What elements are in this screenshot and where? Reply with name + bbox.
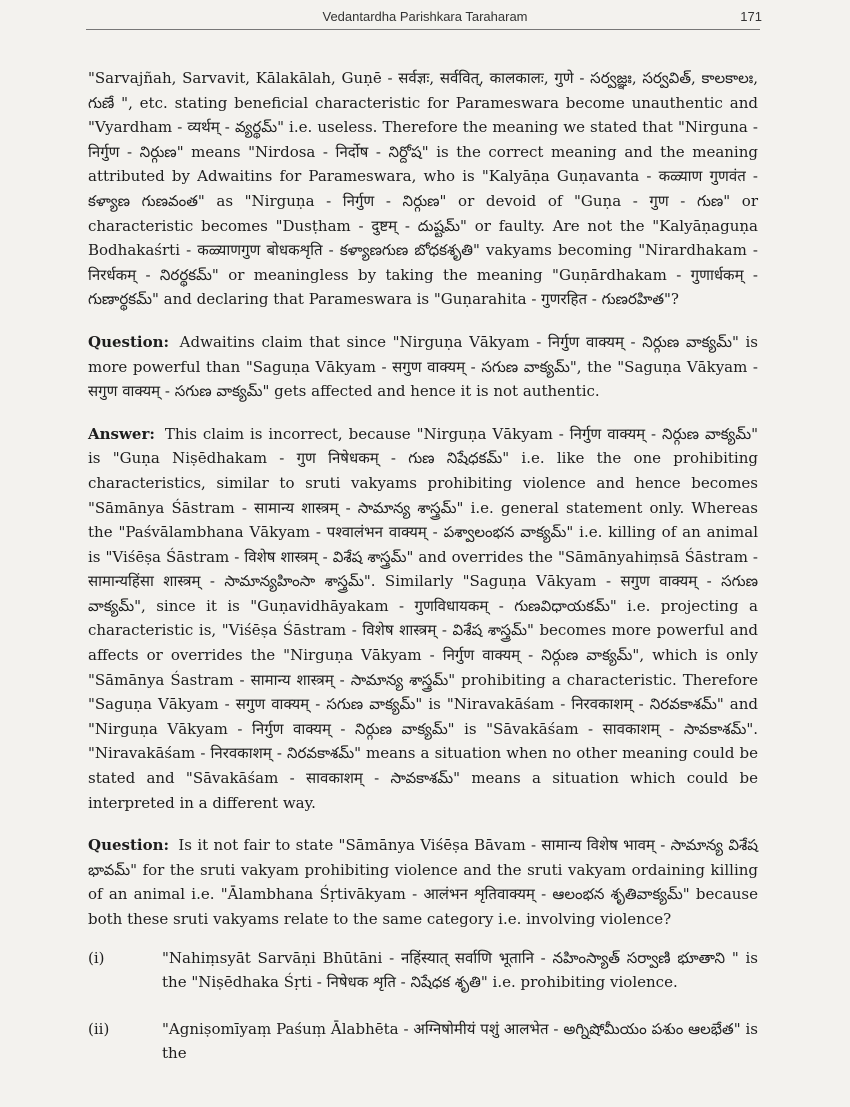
running-title: Vedantardha Parishkara Taraharam: [322, 9, 528, 24]
question-label: Question:: [88, 836, 170, 855]
list-item-number: (i): [88, 948, 105, 967]
list-item-text: "Agniṣomīyaṃ Paśuṃ Ālabhēta - अग्निषोमीयं पशुं आलभेत - అగ్నిషోమీయం పశుం ఆలభేత" is the: [162, 1019, 758, 1063]
answer-paragraph: [88, 422, 758, 816]
paragraph-continuation: [88, 66, 758, 312]
paragraph-text: "Sarvajñah, Sarvavit, Kālakālah, Guṇē - सर्वज्ञः, सर्ववित्, कालकालः, गुणे - సర్వజ్ఞః, సర్వవిత్, కాలకాలః, గుణే ", etc. stating beneficial characteristic for Parameswara become unauthentic and "Vyardham - व्यर्थम् - వ్యర్థమ్" i.e. useless. Therefore the meaning we stated that "Nirguna - निर्गुण - నిర్గుణ" means "Nirdosa - निर्दोष - నిర్దోష" is the correct meaning and the meaning attributed by Adwaitins for Parameswara, who is "Kalyāṇa Guṇavanta - कळ्याण गुणवंत - కళ్యాణ గుణవంత" as "Nirguṇa - निर्गुण - నిర్గుణ" or devoid of "Guṇa - गुण - గుణ" or characteristic becomes "Dusṭham - दुष्टम् - దుష్టమ్" or faulty. Are not the "Kalyāṇaguṇa Bodhakaśrti - कळ्याणगुण बोधकशृति - కళ్యాణగుణ బోధకశృతి" vakyams becoming "Nirardhakam - निरर्धकम् - నిరర్థకమ్" or meaningless by taking the meaning "Guṇārdhakam - गुणार्धकम् - గుణార్థకమ్" and declaring that Parameswara is "Guṇarahita - गुणरहित - గుణరహిత"?: [88, 69, 758, 309]
body-text: [88, 66, 758, 1066]
list-item: [88, 946, 758, 995]
list-item-text: "Nahiṃsyāt Sarvāṇi Bhūtāni - नहिंस्यात् सर्वाणि भूतानि - నహింస్యాత్ సర్వాణి భూతాని " is the "Niṣēdhaka Śṛti - निषेधक शृति - నిషేధక శృతి" i.e. prohibiting violence.: [162, 948, 758, 992]
question-paragraph: [88, 833, 758, 931]
page-number: 171: [740, 9, 762, 24]
page-header: [0, 9, 850, 29]
question-label: Question:: [88, 332, 170, 351]
header-rule: [86, 29, 760, 30]
question-paragraph: [88, 330, 758, 404]
paragraph-text: Is it not fair to state "Sāmānya Viśēṣa Bāvam - सामान्य विशेष भावम् - సామాన్య విశేష భావమ్" for the sruti vakyam prohibiting violence and the sruti vakyam ordaining killing of an animal i.e. "Ālambhana Śṛtivākyam - आलंभन शृतिवाक्यम् - ఆలంభన శృతివాక్యమ్" because both these sruti vakyams relate to the same category i.e. involving violence?: [88, 836, 758, 928]
answer-label: Answer:: [88, 424, 155, 443]
paragraph-text: Adwaitins claim that since "Nirguṇa Vākyam - निर्गुण वाक्यम् - నిర్గుణ వాక్యమ్" is more powerful than "Saguṇa Vākyam - सगुण वाक्यम् - సగుణ వాక్యమ్", the "Saguṇa Vākyam - सगुण वाक्यम् - సగుణ వాక్యమ్" gets affected and hence it is not authentic.: [88, 332, 758, 401]
list-item-number: (ii): [88, 1019, 110, 1038]
paragraph-text: This claim is incorrect, because "Nirguṇa Vākyam - निर्गुण वाक्यम् - నిర్గుణ వాక్యమ్" is "Guṇa Niṣēdhakam - गुण निषेधकम् - గుణ నిషేధకమ్" i.e. like the one prohibiting characteristics, similar to sruti vakyams prohibiting violence and hence becomes "Sāmānya Śāstram - सामान्य शास्त्रम् - సామాన్య శాస్త్రమ్" i.e. general statement only. Whereas the "Paśvālambhana Vākyam - पश्वालंभन वाक्यम् - పశ్వాలంభన వాక్యమ్" i.e. killing of an animal is "Viśēṣa Śāstram - विशेष शास्त्रम् - విశేష శాస్త్రమ్" and overrides the "Sāmānyahiṃsā Śāstram - सामान्यहिंसा शास्त्रम् - సామాన్యహింసా శాస్త్రమ్". Similarly "Saguṇa Vākyam - सगुण वाक्यम् - సగుణ వాక్యమ్", since it is "Guṇavidhāyakam - गुणविधायकम् - గుణవిధాయకమ్" i.e. projecting a characteristic is, "Viśēṣa Śāstram - विशेष शास्त्रम् - విశేష శాస్త్రమ్" becomes more powerful and affects or overrides the "Nirguṇa Vākyam - निर्गुण वाक्यम् - నిర్గుణ వాక్యమ్", which is only "Sāmānya Śastram - सामान्य शास्त्रम् - సామాన్య శాస్త్రమ్" prohibiting a characteristic. Therefore "Saguṇa Vākyam - सगुण वाक्यम् - సగుణ వాక్యమ్" is "Niravakāśam - निरवकाशम् - నిరవకాశమ్" and "Nirguṇa Vākyam - निर्गुण वाक्यम् - నిర్గుణ వాక్యమ్" is "Sāvakāśam - सावकाशम् - సావకాశమ్". "Niravakāśam - निरवकाशम् - నిరవకాశమ్" means a situation when no other meaning could be stated and "Sāvakāśam - सावकाशम् - సావకాశమ్" means a situation which could be interpreted in a different way.: [88, 424, 758, 812]
list-item: [88, 1017, 758, 1066]
